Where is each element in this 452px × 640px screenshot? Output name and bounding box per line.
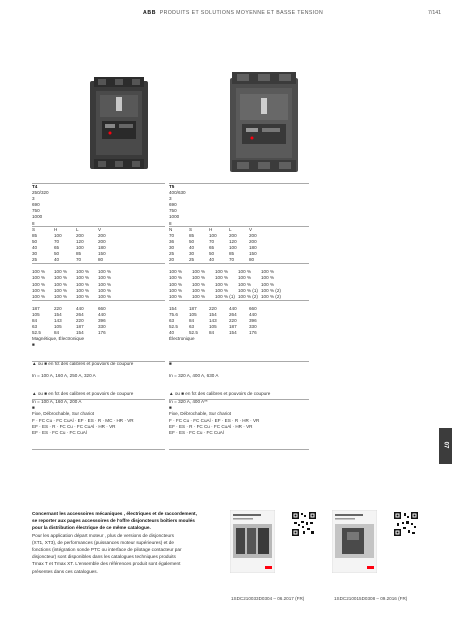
bullet: ■ <box>32 342 35 348</box>
cell: 120 <box>229 238 237 244</box>
insulation-voltage: 1000 <box>169 214 180 220</box>
cell: 264 <box>229 311 237 317</box>
cell: 85 <box>76 251 82 257</box>
cell: 25 <box>169 251 175 257</box>
note-line: (XT1, XT3), de performances (puissances moteur supérieures) et de <box>32 539 174 545</box>
plug-in: In = 320 A, 400 A** <box>169 399 208 405</box>
qr-code-2[interactable] <box>394 512 418 536</box>
divider <box>32 361 165 362</box>
cell: 25 <box>32 257 38 263</box>
bullet: ■ <box>32 405 35 411</box>
cell: 100 % <box>76 269 90 275</box>
terminals: F · FC Cu · FC CuAl · EF · ES · R · MC · HR · VR <box>32 417 134 423</box>
poles: 3 <box>169 196 172 202</box>
cell: 200 <box>249 232 257 238</box>
divider <box>32 399 165 400</box>
cell: 50 <box>209 251 215 257</box>
cell: 330 <box>98 324 106 330</box>
t4-breaker-image <box>88 77 150 172</box>
cell: 100 % (2) <box>238 293 258 299</box>
versions: Fixe, Débrochable, Sur chariot <box>169 411 232 417</box>
cell: 440 <box>229 305 237 311</box>
cell: 396 <box>98 318 106 324</box>
cell: 396 <box>249 318 257 324</box>
cell: 187 <box>229 324 237 330</box>
cell: 100 % <box>98 269 112 275</box>
terminals: EF · ES · R · FC Cu · FC CuAl · HR · VR <box>32 423 116 429</box>
cell: 150 <box>98 251 106 257</box>
cell: 100 % <box>261 281 275 287</box>
cell: 100 % <box>98 281 112 287</box>
cell: 84 <box>54 330 60 336</box>
cell: 100 % <box>192 293 206 299</box>
plug-in: In = 100 A, 160 A, 200 A <box>32 399 82 405</box>
cell: 180 <box>98 244 106 250</box>
terminals: EF · ES · FC Cu · FC CuAl <box>32 429 87 435</box>
cell: 100 % <box>192 275 206 281</box>
cell: 70 <box>76 257 82 263</box>
plug-label: ▲ ou ■ en fct des calibres et pouvoirs de coupure <box>32 391 134 397</box>
cell: 100 % <box>98 293 112 299</box>
cell: 100 % <box>215 287 229 293</box>
cell: 143 <box>54 318 62 324</box>
cell: 105 <box>189 311 197 317</box>
cell: 75.6 <box>169 311 178 317</box>
cell: 84 <box>209 330 215 336</box>
cell: H <box>209 226 213 232</box>
cell: 30 <box>32 251 38 257</box>
cell: 100 % <box>76 281 90 287</box>
accessories-note <box>32 510 252 575</box>
versions: Fixe, Débrochable, Sur chariot <box>32 411 95 417</box>
page-number: 7/141 <box>428 10 441 16</box>
cell: 40 <box>209 257 215 263</box>
divider <box>169 226 309 227</box>
cell: 150 <box>249 251 257 257</box>
cell: 65 <box>54 244 60 250</box>
cell: 100 % <box>238 269 252 275</box>
cell: 100 % <box>215 275 229 281</box>
cell: 100 % <box>169 287 183 293</box>
cell: 200 <box>229 232 237 238</box>
cell: 80 <box>249 257 255 263</box>
cell: 120 <box>76 238 84 244</box>
cell: 100 % (1) <box>215 293 235 299</box>
cell: 100 % <box>169 293 183 299</box>
cell: 100 <box>209 232 217 238</box>
divider <box>169 449 309 450</box>
cell: 40 <box>189 244 195 250</box>
poles: 3 <box>32 196 35 202</box>
cell: 187 <box>76 324 84 330</box>
header-text: PRODUITS ET SOLUTIONS MOYENNE ET BASSE TENSION <box>159 10 324 16</box>
cell: 440 <box>249 311 257 317</box>
page-header <box>0 10 452 22</box>
brand-logo: ABB <box>143 10 157 16</box>
cell: 187 <box>32 305 40 311</box>
cell: 100 % <box>98 275 112 281</box>
cell: 100 <box>229 244 237 250</box>
cell: 100 % <box>261 275 275 281</box>
cell: 100 % (2) <box>261 293 281 299</box>
cell: 660 <box>98 305 106 311</box>
cell: 85 <box>229 251 235 257</box>
rated-current: 250/320 <box>32 190 49 196</box>
cell: 36 <box>169 238 175 244</box>
catalogue-cover-2[interactable] <box>332 510 377 573</box>
section-tab-label: 07 <box>442 441 449 449</box>
cell: S <box>32 226 36 232</box>
terminals: EF · ES · FC Cu · FC CuAl <box>169 429 224 435</box>
cell: 52.5 <box>189 330 198 336</box>
cell: 20 <box>169 257 175 263</box>
cell: 200 <box>76 232 84 238</box>
model-name: T4 <box>32 184 38 189</box>
cell: 40 <box>54 257 60 263</box>
terminals: F · FC Cu · FC CuAl · EF · ES · R · HR · VR <box>169 417 260 423</box>
cell: V <box>98 226 102 232</box>
cell: 50 <box>54 251 60 257</box>
cell: 40 <box>169 330 175 336</box>
divider <box>169 263 309 264</box>
note-line: Concernant les accessoires mécaniques , électriques et de raccordement, <box>32 511 197 516</box>
divider <box>169 361 309 362</box>
cell: 30 <box>169 244 175 250</box>
cell: 100 <box>76 244 84 250</box>
cell: 40 <box>32 244 38 250</box>
cell: 100 % (2) <box>261 287 281 293</box>
cell: 100 % <box>54 287 68 293</box>
cell: 176 <box>249 330 257 336</box>
cell: 220 <box>229 318 237 324</box>
impulse-voltage: 8 <box>32 220 35 226</box>
fixed-label: ▲ ou ■ en fct des calibres et pouvoirs de coupure <box>32 360 134 366</box>
cell: V <box>249 226 253 232</box>
cell: 100 % <box>32 293 46 299</box>
cell: 70 <box>229 257 235 263</box>
plug-label: ▲ ou ■ en fct des calibres et pouvoirs de coupure <box>169 391 271 397</box>
voltage-dc: 750 <box>32 208 40 214</box>
cell: 84 <box>189 318 195 324</box>
fixed-in: In = 100 A, 160 A, 250 A, 320 A <box>32 372 96 378</box>
cell: 440 <box>76 305 84 311</box>
insulation-voltage: 1000 <box>32 214 43 220</box>
cell: 100 % <box>54 269 68 275</box>
cell: 100 <box>54 232 62 238</box>
cell: 100 % <box>169 281 183 287</box>
note-line: Pour les application départ moteur , plus de versions de disjoncteurs <box>32 532 175 538</box>
cell: 154 <box>169 305 177 311</box>
impulse-voltage: 8 <box>169 220 172 226</box>
cell: 220 <box>76 318 84 324</box>
terminals: EF · ES · R · FC Cu · FC CuAl · HR · VR <box>169 423 253 429</box>
fixed-in: In = 320 A, 400 A, 630 A <box>169 372 219 378</box>
cell: 100 % <box>238 281 252 287</box>
divider <box>32 300 165 301</box>
cell: 154 <box>229 330 237 336</box>
cell: 100 % <box>192 287 206 293</box>
note-line: présentes dans ces catalogues. <box>32 568 98 574</box>
cell: 100 % <box>54 281 68 287</box>
cell: 100 % <box>76 275 90 281</box>
cell: 154 <box>54 311 62 317</box>
cell: 200 <box>98 232 106 238</box>
cell: 105 <box>32 311 40 317</box>
cell: 84 <box>32 318 38 324</box>
catalogue-cover-1[interactable] <box>230 510 275 573</box>
section-tab <box>439 428 452 464</box>
cell: 63 <box>169 318 175 324</box>
model-name: T5 <box>169 184 175 189</box>
note-line: Tmax T et Tmax XT. L'ensemble des références produit sont également <box>32 561 181 567</box>
cell: 85 <box>32 232 38 238</box>
bullet: ■ <box>169 405 172 411</box>
cell: 80 <box>98 257 104 263</box>
trip-unit: Magnétique, Électronique <box>32 336 85 342</box>
cell: 105 <box>209 324 217 330</box>
cell: 100 % <box>54 293 68 299</box>
cell: 100 % <box>98 287 112 293</box>
voltage-dc: 750 <box>169 208 177 214</box>
voltage-ac: 690 <box>169 202 177 208</box>
cell: 100 % <box>215 281 229 287</box>
cell: 70 <box>209 238 215 244</box>
note-line: fonctions (intégration sonde PTC ou interface de pilotage contacteur par <box>32 547 182 553</box>
cell: L <box>76 226 79 232</box>
divider <box>169 300 309 301</box>
cell: 220 <box>54 305 62 311</box>
cell: 100 % <box>192 269 206 275</box>
cell: 52.5 <box>32 330 41 336</box>
note-line: pour la distribution électrique de ce même catalogue. <box>32 525 151 531</box>
cell: 100 % <box>54 275 68 281</box>
cell: 100 % <box>169 269 183 275</box>
cell: 63 <box>189 324 195 330</box>
cell: S <box>189 226 193 232</box>
cell: 100 % <box>76 287 90 293</box>
cell: 100 % <box>215 269 229 275</box>
cell: 143 <box>209 318 217 324</box>
cell: H <box>54 226 58 232</box>
cell: 100 % <box>192 281 206 287</box>
divider <box>32 263 165 264</box>
qr-code-1[interactable] <box>292 512 316 536</box>
cell: 154 <box>209 311 217 317</box>
voltage-ac: 690 <box>32 202 40 208</box>
cell: 30 <box>189 251 195 257</box>
cell: 25 <box>189 257 195 263</box>
cell: 63 <box>32 324 38 330</box>
cell: 100 % <box>261 269 275 275</box>
note-line: se reporter aux pages accessoires de l'offre disjoncteurs boîtiers moulés <box>32 518 195 524</box>
cell: 85 <box>189 232 195 238</box>
cell: 187 <box>189 305 197 311</box>
trip-unit: Électronique <box>169 336 195 342</box>
cell: 50 <box>189 238 195 244</box>
cell: 65 <box>209 244 215 250</box>
cell: 180 <box>249 244 257 250</box>
cell: 50 <box>32 238 38 244</box>
cell: 440 <box>98 311 106 317</box>
cell: 100 % <box>76 293 90 299</box>
cell: 105 <box>54 324 62 330</box>
cell: 100 % (1) <box>238 287 258 293</box>
cell: 100 % <box>32 269 46 275</box>
rated-current: 400/630 <box>169 190 186 196</box>
divider <box>169 399 309 400</box>
note-line: disjoncteur) sont disponibles dans les catalogues techniques produits <box>32 554 176 560</box>
cell: 100 % <box>169 275 183 281</box>
cell: 200 <box>249 238 257 244</box>
cell: 200 <box>98 238 106 244</box>
cell: 100 % <box>32 281 46 287</box>
bullet: ■ <box>169 360 172 366</box>
cell: 264 <box>76 311 84 317</box>
cell: 176 <box>98 330 106 336</box>
divider <box>32 226 165 227</box>
divider <box>32 449 165 450</box>
cell: 660 <box>249 305 257 311</box>
cell: 52.5 <box>169 324 178 330</box>
cell: 154 <box>76 330 84 336</box>
header-title <box>143 10 323 16</box>
cell: 220 <box>209 305 217 311</box>
catalogue-ref-2[interactable]: 1SDC210015D0308 – 09.2016 (FR) <box>334 596 408 601</box>
t5-breaker-image <box>228 72 300 174</box>
cell: 100 % <box>32 275 46 281</box>
catalogue-ref-1[interactable]: 1SDC210033D0304 – 06.2017 (FR) <box>231 596 305 601</box>
cell: N <box>169 226 173 232</box>
cell: 330 <box>249 324 257 330</box>
cell: 70 <box>169 232 175 238</box>
cell: 100 % <box>238 275 252 281</box>
cell: L <box>229 226 232 232</box>
cell: 70 <box>54 238 60 244</box>
cell: 100 % <box>32 287 46 293</box>
